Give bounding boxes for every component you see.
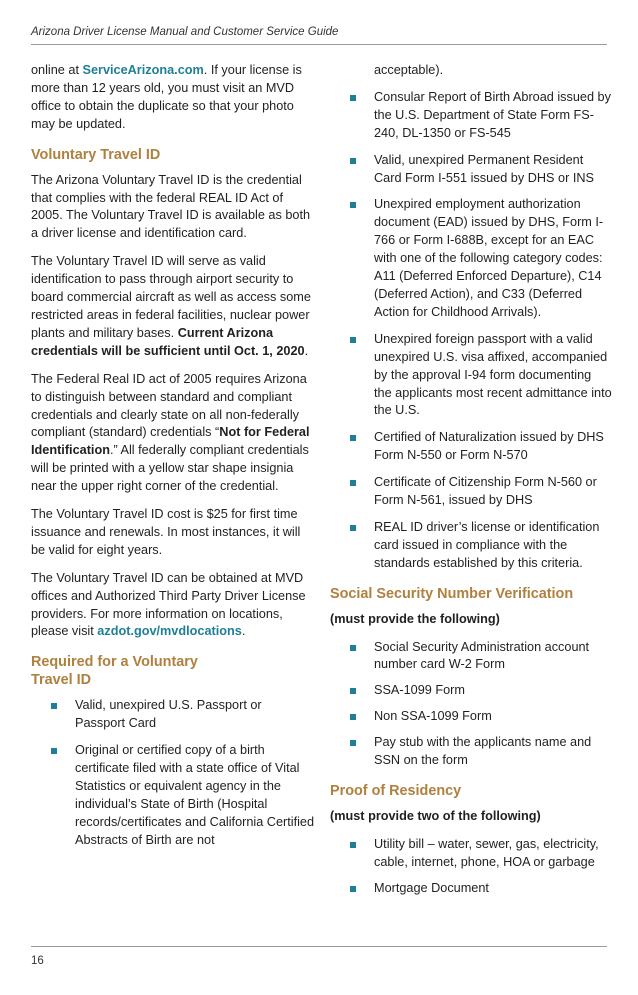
list-item-text: REAL ID driver’s license or identification card issued in compliance with the standards established by this criteria.: [374, 519, 600, 570]
paragraph-federal-act: [31, 371, 315, 496]
list-item-text: Certified of Naturalization issued by DHS Form N-550 or Form N-570: [374, 430, 604, 463]
p5-pre: The Voluntary Travel ID can be obtained at MVD offices and Authorized Third Party Driver License providers. For more information on locations, please visit: [31, 570, 306, 639]
documents-list: [330, 89, 612, 573]
paragraph-real-id: The Arizona Voluntary Travel ID is the credential that complies with the federal REAL ID Act of 2005. The Voluntary Travel ID is available as both a driver license and identification card.: [31, 172, 311, 241]
list-item: [330, 682, 612, 700]
paragraph-cost: The Voluntary Travel ID cost is $25 for first time issuance and renewals. In most instances, it will be valid for eight years.: [31, 507, 301, 557]
list-item-text: Consular Report of Birth Abroad issued by the U.S. Department of State Form FS-240, DL-1350 or FS-545: [374, 89, 611, 140]
bullet-square-icon: [350, 337, 356, 343]
residency-list: [330, 836, 612, 898]
heading-proof-of-residency: Proof of Residency: [330, 783, 462, 799]
list-item-text: Non SSA-1099 Form: [374, 709, 492, 724]
p3-bold: Not for Federal Identification: [31, 425, 310, 458]
list-item-text: Unexpired foreign passport with a valid unexpired U.S. visa affixed, accompanied by the approval I-94 form documenting the applicants most recent admittance into the U.S.: [374, 331, 612, 418]
right-column: [330, 62, 612, 906]
bullet-square-icon: [350, 688, 356, 694]
paragraph-obtain: [31, 570, 315, 642]
p5-post: .: [241, 624, 246, 639]
running-header: Arizona Driver License Manual and Customer Service Guide: [31, 26, 339, 38]
ssn-subheading: (must provide the following): [330, 611, 500, 626]
intro-paragraph: [31, 62, 315, 134]
paragraph-airport-security: [31, 253, 315, 360]
list-item-text: Valid, unexpired Permanent Resident Card Form I-551 issued by DHS or INS: [374, 152, 594, 185]
bullet-square-icon: [350, 645, 356, 651]
list-item: [330, 734, 612, 770]
heading-required-travel-id: Required for a Voluntary Travel ID: [31, 654, 198, 689]
list-item-text: Unexpired employment authorization document (EAD) issued by DHS, Form I-766 or Form I-688B, except for an EAC with one of the following category codes: A11 (Deferred Enforced Departure), C14 (Deferred Action), and C33 (Deferred Action for Childhood Arrivals).: [374, 197, 604, 319]
bullet-square-icon: [51, 703, 57, 709]
page-number: 16: [31, 955, 44, 967]
list-item: [330, 519, 612, 573]
required-list: [31, 697, 315, 849]
list-continuation: acceptable).: [374, 63, 444, 77]
list-item-text: Certificate of Citizenship Form N-560 or Form N-561, issued by DHS: [374, 475, 597, 508]
list-item-text: Pay stub with the applicants name and SSN on the form: [374, 735, 592, 768]
list-item-text: Original or certified copy of a birth certificate filed with a state office of Vital Statistics or equivalent agency in the individual’s State of Birth (Hospital records/certificates and California Certified Abstracts of Birth are not: [75, 743, 315, 847]
p2-bold: Current Arizona credentials will be sufficient until Oct. 1, 2020: [31, 325, 305, 358]
footer-rule: [31, 946, 607, 947]
bullet-square-icon: [350, 740, 356, 746]
bullet-square-icon: [350, 95, 356, 101]
list-item: [330, 196, 612, 321]
list-item-text: Valid, unexpired U.S. Passport or Passport Card: [75, 698, 262, 731]
p3-pre: The Federal Real ID act of 2005 requires Arizona to distinguish between standard and compliant credentials and clearly state on all non-federally compliant (standard) credentials “: [31, 371, 307, 440]
bullet-square-icon: [350, 842, 356, 848]
list-item: [330, 152, 612, 188]
bullet-square-icon: [350, 480, 356, 486]
heading-ssn-verification: Social Security Number Verification: [330, 585, 574, 602]
left-column: [31, 62, 315, 859]
p2-end: .: [304, 343, 309, 358]
bullet-square-icon: [51, 748, 57, 754]
p2-text: The Voluntary Travel ID will serve as valid identification to pass through airport security to board commercial aircraft as well as access some restricted areas in federal facilities, nuclear power plants and military bases.: [31, 254, 311, 340]
intro-text: online at: [31, 63, 83, 77]
list-item: [31, 697, 315, 733]
bullet-square-icon: [350, 886, 356, 892]
bullet-square-icon: [350, 202, 356, 208]
mvdlocations-link[interactable]: azdot.gov/mvdlocations: [97, 624, 242, 639]
residency-subheading: (must provide two of the following): [330, 809, 541, 823]
header-rule: [31, 44, 607, 45]
heading-voluntary-travel-id: Voluntary Travel ID: [31, 146, 161, 163]
list-item: [330, 331, 612, 421]
ssn-list: [330, 639, 612, 770]
list-item-text: Social Security Administration account number card W-2 Form: [374, 639, 590, 672]
list-item: [330, 708, 612, 726]
servicearizona-link[interactable]: ServiceArizona.com: [82, 63, 204, 77]
p3-post: .” All federally compliant credentials will be printed with a yellow star shape insignia near the upper right corner of the credential.: [31, 443, 309, 494]
list-item-text: Mortgage Document: [374, 880, 489, 895]
list-item: [330, 89, 612, 143]
bullet-square-icon: [350, 158, 356, 164]
list-item: [330, 474, 612, 510]
list-item-text: Utility bill – water, sewer, gas, electricity, cable, internet, phone, HOA or garbage: [374, 836, 599, 869]
bullet-square-icon: [350, 435, 356, 441]
list-item: [330, 836, 612, 872]
list-item-text: SSA-1099 Form: [374, 683, 465, 698]
list-item: [330, 639, 612, 675]
intro-text-end: . If your license is more than 12 years old, you must visit an MVD office to obtain the duplicate so that your photo may be updated.: [31, 63, 302, 131]
list-item: [330, 429, 612, 465]
list-item: [330, 880, 612, 898]
bullet-square-icon: [350, 525, 356, 531]
bullet-square-icon: [350, 714, 356, 720]
list-item: [31, 742, 315, 849]
